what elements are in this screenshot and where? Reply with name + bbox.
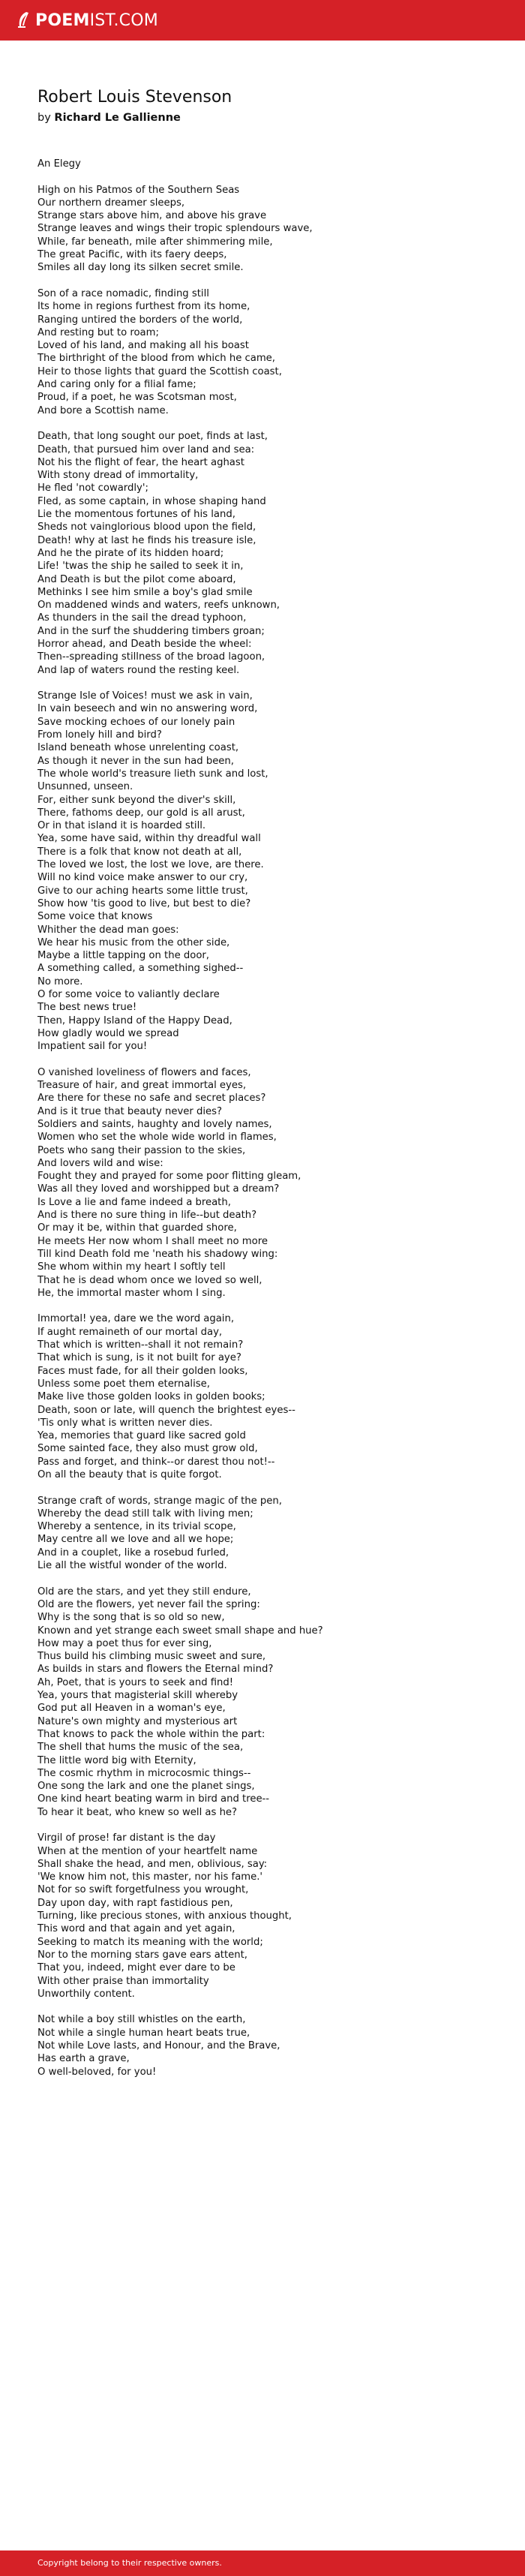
poem-line: Death, that long sought our poet, finds at last, (38, 431, 268, 443)
poem-line: Whereby the dead still talk with living men; (38, 1507, 254, 1519)
author-link[interactable]: Richard Le Gallienne (54, 112, 181, 124)
poem-line: To hear it beat, who knew so well as he? (38, 1806, 238, 1818)
poem-line: Soldiers and saints, haughty and lovely names, (38, 1118, 272, 1130)
poem-line: Show how 'tis good to live, but best to die? (38, 897, 251, 909)
poem-line: Nor to the morning stars gave ears attent, (38, 1949, 248, 1961)
site-logo-text (35, 11, 158, 30)
poem-line: Virgil of prose! far distant is the day (38, 1832, 216, 1844)
poem-line: Island beneath whose unrelenting coast, (38, 742, 239, 754)
poem-line: Our northern dreamer sleeps, (38, 197, 185, 209)
poem-line: Life! 'twas the ship he sailed to seek it in, (38, 561, 244, 573)
poem-line: He fled 'not cowardly'; (38, 482, 148, 494)
poem-line: On maddened winds and waters, reefs unknown, (38, 600, 280, 612)
poem-line: And Death is but the pilot come aboard, (38, 573, 236, 585)
stanza (38, 287, 488, 417)
poem-line: Known and yet strange each sweet small shape and hue? (38, 1625, 323, 1637)
poem-line: Yea, yours that magisterial skill whereby (38, 1690, 238, 1702)
poem-line: And caring only for a filial fame; (38, 379, 196, 391)
by-label: by (38, 112, 51, 124)
poem-line: Pass and forget, and think--or darest thou not!-- (38, 1456, 275, 1468)
poem-line: Strange stars above him, and above his grave (38, 210, 267, 222)
poem-line: Is Love a lie and fame indeed a breath, (38, 1196, 231, 1208)
poem-line: Strange leaves and wings their tropic splendours wave, (38, 223, 313, 235)
stanza (38, 430, 488, 677)
poem-line: Lie the momentous fortunes of his land, (38, 509, 236, 521)
poem-line: The cosmic rhythm in microcosmic things-- (38, 1767, 251, 1779)
poem-line: As builds in stars and flowers the Eternal mind? (38, 1664, 274, 1676)
poem-line: Was all they loved and worshipped but a dream? (38, 1183, 280, 1195)
poem-line: The shell that hums the music of the sea, (38, 1742, 244, 1754)
poem-line: Whither the dead man goes: (38, 924, 179, 936)
poem-line: And lap of waters round the resting keel. (38, 664, 240, 676)
poem-line: Or in that island it is hoarded still. (38, 820, 206, 832)
poem-line: Why is the song that is so old so new, (38, 1612, 225, 1624)
poem-line: Smiles all day long its silken secret smile. (38, 262, 244, 274)
poem-line: Has earth a grave, (38, 2053, 130, 2065)
poem-line: Unless some poet them eternalise, (38, 1378, 210, 1390)
poem-line: Horror ahead, and Death beside the wheel: (38, 638, 252, 650)
poem-line: Poets who sang their passion to the skies, (38, 1144, 246, 1156)
poem-line: Whereby a sentence, in its trivial scope, (38, 1521, 236, 1533)
poem-line: Yea, memories that guard like sacred gold (38, 1430, 246, 1442)
quill-logo-icon (16, 11, 30, 29)
poem-line: There is a folk that know not death at all, (38, 846, 242, 858)
poem-title: Robert Louis Stevenson (38, 88, 232, 107)
stanza (38, 690, 488, 1053)
poem-line: One kind heart beating warm in bird and tree-- (38, 1793, 270, 1805)
poem-line: Sheds not vainglorious blood upon the field, (38, 522, 256, 534)
poem-line: O well-beloved, for you! (38, 2066, 157, 2078)
poem-line: The whole world's treasure lieth sunk and lost, (38, 768, 268, 780)
poem-line: For, either sunk beyond the diver's skill, (38, 794, 236, 806)
poem-line: The loved we lost, the lost we love, are there. (38, 859, 264, 871)
stanza (38, 1312, 488, 1481)
poem-line: O vanished loveliness of flowers and faces, (38, 1066, 251, 1078)
poem-line: With other praise than immortality (38, 1975, 209, 1987)
poem-line: Unsunned, unseen. (38, 781, 134, 793)
poem-line: Death! why at last he finds his treasure isle, (38, 534, 256, 546)
poem-line: Not for so swift forgetfulness you wrought, (38, 1884, 249, 1896)
copyright-notice: Copyright belong to their respective owners. (38, 2558, 222, 2568)
site-footer (0, 2550, 525, 2576)
poem-line: There, fathoms deep, our gold is all arust, (38, 807, 245, 819)
poem-line: And bore a Scottish name. (38, 404, 169, 416)
poem-line: Then--spreading stillness of the broad lagoon, (38, 651, 266, 663)
logo-light-text: IST.COM (89, 11, 158, 30)
poem-line: Not his the flight of fear, the heart aghast (38, 456, 244, 468)
poem-line: Maybe a little tapping on the door, (38, 950, 210, 962)
poem-line: Unworthily content. (38, 1988, 135, 2000)
stanza (38, 1586, 488, 1819)
poem-line: Seeking to match its meaning with the world; (38, 1936, 263, 1948)
poem-line: And is there no sure thing in life--but death? (38, 1210, 257, 1222)
poem-line: Or may it be, within that guarded shore, (38, 1222, 237, 1234)
poem-line: With stony dread of immortality, (38, 470, 199, 482)
poem-line: If aught remaineth of our mortal day, (38, 1326, 223, 1338)
poem-line: Save mocking echoes of our lonely pain (38, 716, 236, 728)
poem-line: No more. (38, 975, 83, 987)
poem-line: This word and that again and yet again, (38, 1923, 236, 1935)
poem-line: That he is dead whom once we loved so well, (38, 1274, 262, 1286)
poem-line: Yea, some have said, within thy dreadful wall (38, 833, 261, 845)
poem-line: Not while a single human heart beats true, (38, 2027, 250, 2039)
poem-line: How may a poet thus for ever sing, (38, 1637, 212, 1649)
poem-line: Thus build his climbing music sweet and sure, (38, 1651, 266, 1663)
logo-strong-text: POEM (35, 11, 90, 30)
poem-line: Loved of his land, and making all his boast (38, 340, 249, 352)
poem-line: Fought they and prayed for some poor flitting gleam, (38, 1171, 302, 1183)
poem-line: Son of a race nomadic, finding still (38, 287, 209, 299)
poem-line: We hear his music from the other side, (38, 936, 230, 948)
poem-line: He, the immortal master whom I sing. (38, 1287, 226, 1299)
poem-line: Ah, Poet, that is yours to seek and find! (38, 1676, 234, 1688)
byline (38, 110, 488, 126)
poem-line: O for some voice to valiantly declare (38, 989, 220, 1000)
poem-line: 'Tis only what is written never dies. (38, 1417, 213, 1429)
poem-line: Not while Love lasts, and Honour, and the Brave, (38, 2040, 280, 2052)
poem-line: And lovers wild and wise: (38, 1157, 164, 1169)
poem-line: That you, indeed, might ever dare to be (38, 1962, 236, 1974)
poem-line: When at the mention of your heartfelt name (38, 1845, 258, 1857)
poem-line: One song the lark and one the planet sings, (38, 1781, 255, 1793)
poem-line: Not while a boy still whistles on the earth, (38, 2014, 246, 2026)
poem-line: In vain beseech and win no answering word, (38, 703, 258, 715)
stanza (38, 1066, 488, 1300)
poem-line: Give to our aching hearts some little trust, (38, 885, 248, 897)
poem-line: Fled, as some captain, in whose shaping hand (38, 495, 266, 507)
poem-line: Death, soon or late, will quench the brightest eyes-- (38, 1404, 296, 1416)
poem-line: God put all Heaven in a woman's eye, (38, 1703, 226, 1715)
poem-line: Some sainted face, they also must grow old, (38, 1443, 258, 1455)
poem-line: Day upon day, with rapt fastidious pen, (38, 1897, 233, 1909)
poem-line: And is it true that beauty never dies? (38, 1105, 223, 1117)
poem-line: Till kind Death fold me 'neath his shadowy wing: (38, 1248, 278, 1260)
poem-line: As thunders in the sail the dread typhoon, (38, 612, 247, 624)
poem-article (38, 87, 488, 2079)
poem-line: On all the beauty that is quite forgot. (38, 1468, 222, 1480)
poem-line: And in a couplet, like a rosebud furled, (38, 1547, 230, 1559)
poem-line: Turning, like precious stones, with anxious thought, (38, 1910, 292, 1922)
poem-line: Lie all the wistful wonder of the world. (38, 1560, 227, 1572)
poem-line: High on his Patmos of the Southern Seas (38, 184, 240, 196)
poem-line: Women who set the whole wide world in flames, (38, 1132, 277, 1144)
stanza (38, 2013, 488, 2078)
poem-line: 'We know him not, this master, nor his fame.' (38, 1871, 263, 1883)
poem-line: Then, Happy Island of the Happy Dead, (38, 1014, 232, 1026)
poem-line: That which is sung, is it not built for aye? (38, 1352, 242, 1364)
stanza (38, 1495, 488, 1573)
poem-body (38, 158, 488, 2079)
poem-line: While, far beneath, mile after shimmering mile, (38, 236, 273, 248)
poem-line: That knows to pack the whole within the part: (38, 1728, 266, 1740)
poem-line: Death, that pursued him over land and sea: (38, 443, 255, 455)
poem-line: The great Pacific, with its faery deeps, (38, 249, 227, 261)
poem-line: Strange Isle of Voices! must we ask in vain, (38, 690, 253, 702)
poem-line: How gladly would we spread (38, 1027, 179, 1039)
poem-line: And resting but to roam; (38, 326, 159, 338)
poem-line: Old are the flowers, yet never fail the spring: (38, 1598, 260, 1610)
poem-line: Proud, if a poet, he was Scotsman most, (38, 392, 237, 404)
poem-line: Shall shake the head, and men, oblivious, say: (38, 1858, 268, 1870)
poem-line: Are there for these no safe and secret places? (38, 1093, 266, 1105)
poem-line: Some voice that knows (38, 911, 153, 923)
poem-line: Immortal! yea, dare we the word again, (38, 1313, 235, 1325)
site-header (0, 0, 525, 41)
poem-line: Ranging untired the borders of the world, (38, 314, 243, 326)
poem-line: The little word big with Eternity, (38, 1754, 196, 1766)
site-logo[interactable] (16, 10, 158, 31)
poem-line: From lonely hill and bird? (38, 729, 162, 741)
poem-line: Old are the stars, and yet they still endure, (38, 1586, 251, 1598)
poem-line: Will no kind voice make answer to our cry, (38, 872, 248, 884)
poem-line: Its home in regions furthest from its home, (38, 301, 250, 313)
poem-line: A something called, a something sighed-- (38, 963, 244, 975)
poem-line: Nature's own mighty and mysterious art (38, 1715, 238, 1727)
poem-line: Heir to those lights that guard the Scottish coast, (38, 365, 282, 377)
stanza (38, 1832, 488, 2000)
poem-line: As though it never in the sun had been, (38, 755, 234, 767)
poem-line: Strange craft of words, strange magic of the pen, (38, 1495, 282, 1507)
poem-heading: An Elegy (38, 158, 81, 170)
poem-line: Impatient sail for you! (38, 1041, 148, 1053)
poem-line: Make live those golden looks in golden books; (38, 1391, 266, 1403)
poem-line: The best news true! (38, 1002, 137, 1014)
poem-line: Methinks I see him smile a boy's glad smile (38, 586, 253, 598)
poem-line: She whom within my heart I softly tell (38, 1261, 226, 1273)
poem-line: He meets Her now whom I shall meet no more (38, 1235, 268, 1247)
poem-line: The birthright of the blood from which he came, (38, 353, 275, 365)
poem-line: May centre all we love and all we hope; (38, 1534, 234, 1546)
poem-line: Faces must fade, for all their golden looks, (38, 1365, 248, 1377)
poem-line: That which is written--shall it not remain? (38, 1339, 244, 1351)
stanza (38, 184, 488, 275)
poem-line: And he the pirate of its hidden hoard; (38, 547, 224, 559)
poem-line: Treasure of hair, and great immortal eyes, (38, 1080, 247, 1092)
poem-line: And in the surf the shuddering timbers groan; (38, 625, 265, 637)
